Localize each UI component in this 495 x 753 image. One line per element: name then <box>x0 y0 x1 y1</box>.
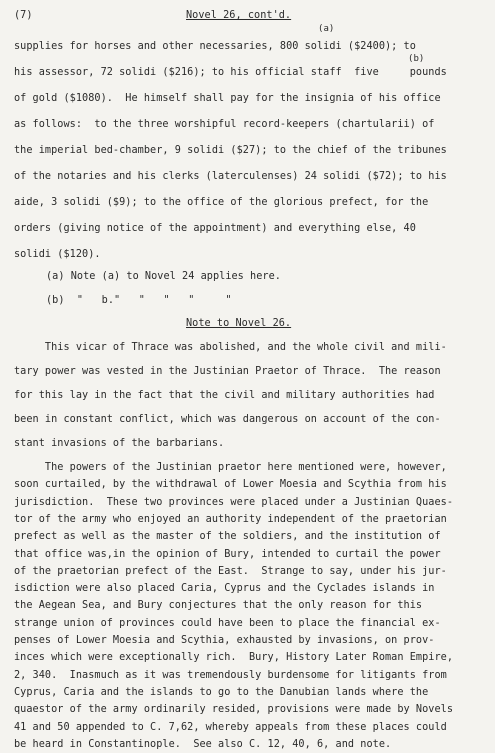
body-line: inces which were exceptionally rich. Bury, History Later Roman Empire, <box>14 652 454 664</box>
body-line: tor of the army who enjoyed an authority independent of the praetorian <box>14 513 447 525</box>
body-line: Cyprus, Caria and the islands to go to the Danubian lands where the <box>14 686 429 698</box>
body-line: penses of Lower Moesia and Scythia, exhausted by invasions, on prov- <box>14 635 435 646</box>
body-line: the Aegean Sea, and Bury conjectures that the only reason for this <box>14 600 423 612</box>
body-line: soon curtailed, by the withdrawal of Lower Moesia and Scythia from his <box>14 479 447 491</box>
body-line: of the praetorian prefect of the East. Strange to say, under his jur- <box>14 565 447 577</box>
body-line: his assessor, 72 solidi ($216); to his official staff five pounds <box>14 67 447 78</box>
body-line: be heard in Constantinople. See also C. 12, 40, 6, and note. <box>14 738 392 750</box>
body-line: aide, 3 solidi ($9); to the office of the glorious prefect, for the <box>14 197 429 208</box>
body-line: tary power was vested in the Justinian Praetor of Thrace. The reason <box>14 366 441 377</box>
body-line: 2, 340. Inasmuch as it was tremendously burdensome for litigants from <box>14 669 447 681</box>
body-line: supplies for horses and other necessaries, 800 solidi ($2400); to <box>14 41 416 52</box>
page-title: Novel 26, cont'd. <box>186 10 292 21</box>
body-line: solidi ($120). <box>14 249 101 260</box>
body-line: as follows: to the three worshipful record-keepers (chartularii) of <box>14 119 435 130</box>
body-line: prefect as well as the master of the soldiers, and the institution of <box>14 531 441 543</box>
body-line: the imperial bed-chamber, 9 solidi ($27); to the chief of the tribunes <box>14 145 447 156</box>
note-heading: Note to Novel 26. <box>186 318 292 329</box>
body-line: stant invasions of the barbarians. <box>14 438 225 449</box>
body-line: for this lay in the fact that the civil and military authorities had <box>14 390 435 401</box>
body-line: that office was,in the opinion of Bury, intended to curtail the power <box>14 548 441 560</box>
body-line: quaestor of the army ordinarily resided, provisions were made by Novels <box>14 704 454 716</box>
page-number: (7) <box>14 10 33 21</box>
body-line: been in constant conflict, which was dangerous on account of the con- <box>14 414 441 425</box>
body-line: orders (giving notice of the appointment) and everything else, 40 <box>14 223 416 234</box>
footnote: (a) Note (a) to Novel 24 applies here. <box>46 271 281 282</box>
body-line: of gold ($1080). He himself shall pay for the insignia of his office <box>14 93 441 104</box>
body-line: The powers of the Justinian praetor here mentioned were, however, <box>14 462 447 473</box>
superscript-a: (a) <box>318 24 335 34</box>
superscript-b: (b) <box>408 54 425 64</box>
body-line: strange union of provinces could have been to place the financial ex- <box>14 617 441 629</box>
body-line: jurisdiction. These two provinces were placed under a Justinian Quaes- <box>14 496 454 508</box>
body-line: 41 and 50 appended to C. 7,62, whereby appeals from these places could <box>14 721 447 733</box>
body-line: isdiction were also placed Caria, Cyprus and the Cyclades islands in <box>14 583 435 595</box>
body-line: This vicar of Thrace was abolished, and the whole civil and mili- <box>14 342 447 353</box>
body-line: of the notaries and his clerks (laterculenses) 24 solidi ($72); to his <box>14 171 447 182</box>
footnote: (b) " b." " " " " <box>46 295 232 306</box>
